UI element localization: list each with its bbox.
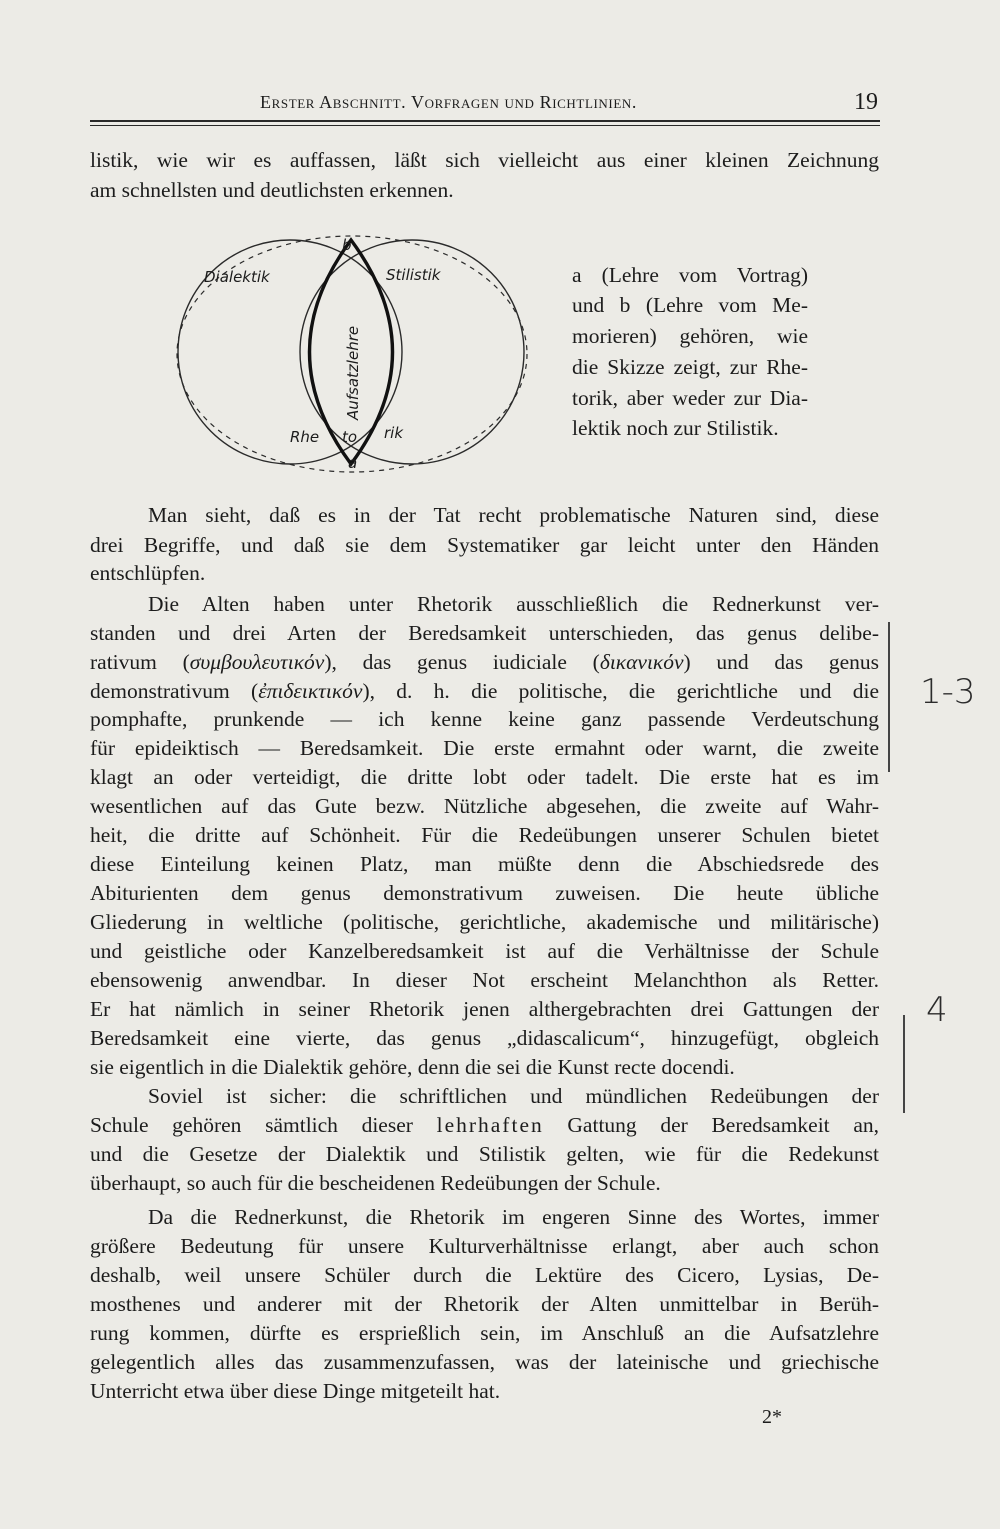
label-rik: rik <box>384 424 404 442</box>
text-line: pomphafte, prunkende — ich kenne keine ganz passende Verdeutschung <box>90 707 879 731</box>
text-line: Abiturienten dem genus demonstrativum zuweisen. Die heute übliche <box>90 881 879 905</box>
text-line: und die Gesetze der Dialektik und Stilistik gelten, wie für die Redekunst <box>90 1142 879 1166</box>
label-stilistik: Stilistik <box>386 266 441 284</box>
text-line <box>90 648 879 676</box>
margin-note-1: 1-3 <box>920 672 976 712</box>
margin-bracket <box>903 1015 905 1113</box>
label-to: to <box>342 428 358 446</box>
margin-bracket <box>888 622 890 772</box>
text-line: diese Einteilung keinen Platz, man müßte denn die Abschiedsrede des <box>90 852 879 876</box>
text-line: klagt an oder verteidigt, die dritte lobt oder tadelt. Die erste hat es im <box>90 765 879 789</box>
text-run: ) und das genus <box>683 650 879 674</box>
text-line: für epideiktisch — Beredsamkeit. Die erste ermahnt oder warnt, die zweite <box>90 736 879 760</box>
text-line: drei Begriffe, und daß sie dem Systematiker gar leicht unter den Händen <box>90 533 879 557</box>
text-line <box>90 1111 879 1139</box>
side-text-line: lektik noch zur Stilistik. <box>572 416 779 440</box>
text-line: Die Alten haben unter Rhetorik ausschließlich die Rednerkunst ver- <box>148 592 879 616</box>
text-line: rung kommen, dürfte es ersprießlich sein, im Anschluß an die Aufsatzlehre <box>90 1321 879 1345</box>
side-text-line: morieren) gehören, wie <box>572 324 808 348</box>
header-title: Erster Abschnitt. Vorfragen und Richtlinien. <box>260 92 637 112</box>
text-line: Da die Rednerkunst, die Rhetorik im engeren Sinne des Wortes, immer <box>148 1205 879 1229</box>
header-rule-thick <box>90 120 880 122</box>
text-line: Gliederung in weltliche (politische, gerichtliche, akademische und militärische) <box>90 910 879 934</box>
text-line: heit, die dritte auf Schönheit. Für die Redeübungen unserer Schulen bietet <box>90 823 879 847</box>
label-a: a <box>348 454 358 472</box>
header-rule-thin <box>90 125 880 126</box>
text-line: überhaupt, so auch für die bescheidenen Redeübungen der Schule. <box>90 1171 661 1195</box>
text-line: Unterricht etwa über diese Dinge mitgeteilt hat. <box>90 1379 501 1403</box>
text-line: Soviel ist sicher: die schriftlichen und mündlichen Redeübungen der <box>148 1084 879 1108</box>
margin-note-2: 4 <box>926 990 948 1030</box>
text-run: demonstrativum ( <box>90 679 259 703</box>
label-aufsatzlehre: Aufsatzlehre <box>344 325 362 420</box>
text-line: deshalb, weil unsere Schüler durch die Lektüre des Cicero, Lysias, De- <box>90 1263 879 1287</box>
text-line: standen und drei Arten der Beredsamkeit unterschieden, das genus delibe- <box>90 621 879 645</box>
text-line: entschlüpfen. <box>90 561 206 585</box>
text-line: Man sieht, daß es in der Tat recht problematische Naturen sind, diese <box>148 503 879 527</box>
text-line: listik, wie wir es auffassen, läßt sich vielleicht aus einer kleinen Zeichnung <box>90 148 879 172</box>
text-line: und geistliche oder Kanzelberedsamkeit ist auf die Verhältnisse der Schule <box>90 939 879 963</box>
label-rhe: Rhe <box>290 428 320 446</box>
greek-term: συμβουλευτικόν <box>189 650 325 674</box>
side-text-line: und b (Lehre vom Me- <box>572 293 808 317</box>
text-run: rativum ( <box>90 650 190 674</box>
text-line: mosthenes und anderer mit der Rhetorik der Alten unmittelbar in Berüh- <box>90 1292 879 1316</box>
text-line: gelegentlich alles das zusammenzufassen, was der lateinische und griechische <box>90 1350 879 1374</box>
text-line <box>90 677 879 705</box>
greek-term: ἐπιδεικτικόν <box>258 679 363 703</box>
text-line: Er hat nämlich in seiner Rhetorik jenen althergebrachten drei Gattungen der <box>90 997 879 1021</box>
text-run: ), das genus iudiciale ( <box>324 650 600 674</box>
side-text-line: die Skizze zeigt, zur Rhe- <box>572 355 808 379</box>
text-line: am schnellsten und deutlichsten erkennen. <box>90 178 454 202</box>
spaced-term: lehrhaften <box>436 1113 544 1137</box>
text-line: größere Bedeutung für unsere Kulturverhältnisse erlangt, aber auch schon <box>90 1234 879 1258</box>
label-dialektik: Dialektik <box>204 268 270 286</box>
side-text-line: a (Lehre vom Vortrag) <box>572 263 808 287</box>
text-run: Schule gehören sämtlich dieser <box>90 1113 437 1137</box>
text-line: ebensowenig anwendbar. In dieser Not erscheint Melanchthon als Retter. <box>90 968 879 992</box>
text-line: sie eigentlich in die Dialektik gehöre, denn die sei die Kunst recte docendi. <box>90 1055 735 1079</box>
text-line: Beredsamkeit eine vierte, das genus „didascalicum“, hinzugefügt, obgleich <box>90 1026 879 1050</box>
text-run: ), d. h. die politische, die gerichtliche und die <box>362 679 880 703</box>
greek-term: δικανικόν <box>599 650 684 674</box>
running-header <box>90 89 880 122</box>
text-run: Gattung der Beredsamkeit an, <box>543 1113 879 1137</box>
rhetoric-diagram <box>170 228 535 478</box>
label-b: b <box>342 236 352 254</box>
page-number: 19 <box>854 89 878 115</box>
side-text-line: torik, aber weder zur Dia- <box>572 386 808 410</box>
text-line: wesentlichen auf das Gute bezw. Nützliche abgesehen, die zweite auf Wahr- <box>90 794 879 818</box>
signature-mark: 2* <box>762 1406 782 1428</box>
